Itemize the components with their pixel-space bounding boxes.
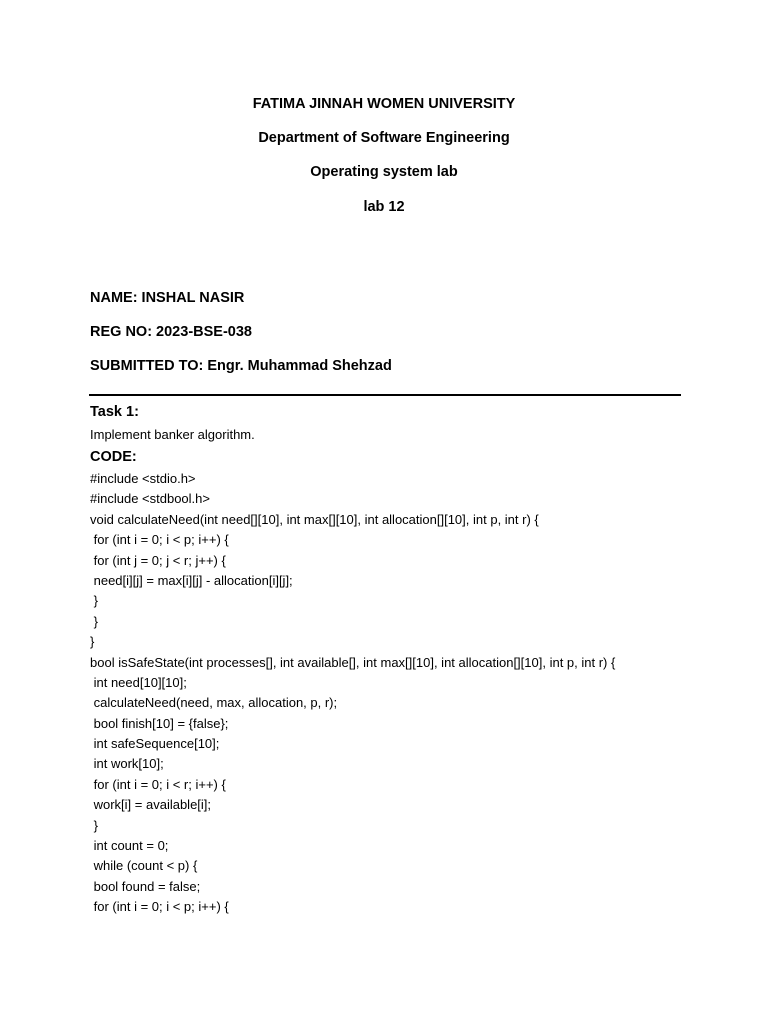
code-line: }: [90, 634, 95, 650]
code-line: int safeSequence[10];: [90, 736, 220, 752]
department-title: Department of Software Engineering: [258, 130, 510, 146]
registration-number: REG NO: 2023-BSE-038: [90, 324, 252, 340]
code-line: need[i][j] = max[i][j] - allocation[i][j];: [90, 572, 293, 588]
code-line: bool found = false;: [90, 878, 201, 894]
code-line: bool finish[10] = {false};: [90, 715, 229, 731]
code-line: work[i] = available[i];: [90, 797, 212, 813]
code-line: }: [90, 613, 98, 629]
code-line: #include <stdbool.h>: [90, 491, 210, 507]
code-line: int need[10][10];: [90, 674, 187, 690]
horizontal-divider: [89, 394, 681, 396]
code-line: #include <stdio.h>: [90, 471, 196, 486]
code-line: for (int j = 0; j < r; j++) {: [90, 552, 226, 568]
student-name: NAME: INSHAL NASIR: [90, 290, 245, 306]
code-line: for (int i = 0; i < p; i++) {: [90, 532, 229, 548]
code-line: int count = 0;: [90, 838, 169, 854]
code-line: void calculateNeed(int need[][10], int max[][10], int allocation[][10], int p, int r) {: [90, 511, 539, 527]
code-line: bool isSafeState(int processes[], int available[], int max[][10], int allocation[][10], int p, int r) {: [90, 654, 616, 670]
course-title: Operating system lab: [310, 164, 458, 180]
submitted-to: SUBMITTED TO: Engr. Muhammad Shehzad: [90, 358, 392, 374]
task-description: Implement banker algorithm.: [90, 427, 255, 442]
code-heading: CODE:: [90, 449, 137, 465]
code-line: for (int i = 0; i < p; i++) {: [90, 899, 229, 915]
code-line: int work[10];: [90, 756, 164, 772]
code-block: [90, 469, 615, 918]
code-line: }: [90, 593, 98, 609]
code-line: }: [90, 817, 98, 833]
code-line: calculateNeed(need, max, allocation, p, r);: [90, 695, 338, 711]
lab-title: lab 12: [363, 199, 405, 215]
university-title: FATIMA JINNAH WOMEN UNIVERSITY: [252, 96, 516, 112]
code-line: for (int i = 0; i < r; i++) {: [90, 776, 226, 792]
task-heading: Task 1:: [90, 404, 139, 420]
code-line: while (count < p) {: [90, 858, 198, 874]
